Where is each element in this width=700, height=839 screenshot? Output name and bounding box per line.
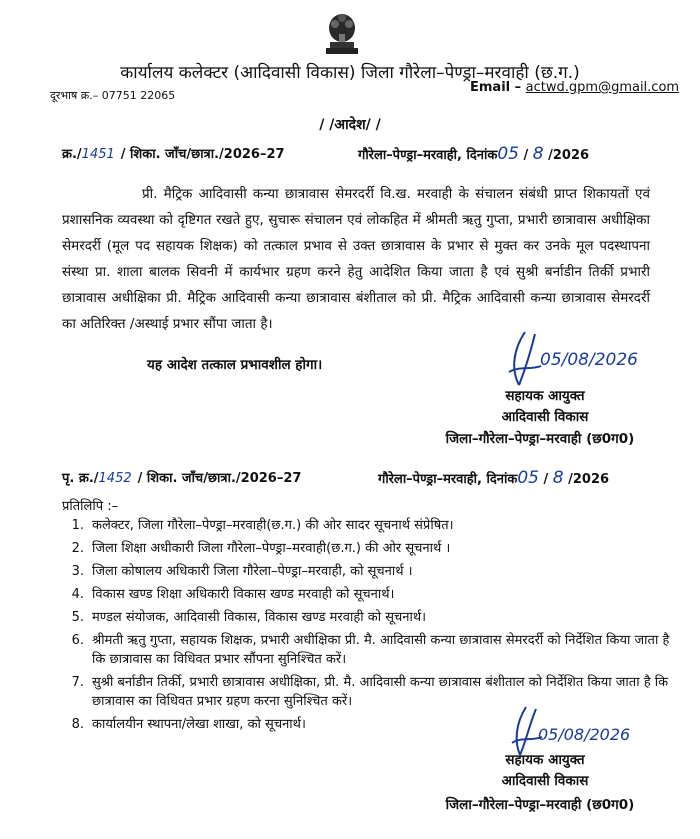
list-item: 5. मण्डल संयोजक, आदिवासी विकास, विकास खण्ड मरवाही को सूचनार्थ। <box>71 610 427 625</box>
signatory-district: जिला–गौरेला–पेण्ड्रा–मरवाही (छ0ग0) <box>445 431 635 447</box>
ref-suffix: / शिका. जाँच/छात्रा./2026–27 <box>120 147 285 162</box>
list-item: 6. श्रीमती ऋतु गुप्ता, सहायक शिक्षक, प्रभारी अधीक्षिका प्री. मै. आदिवासी कन्या छात्रावास सेमरदर्री को निर्देशित किया जाता है कि छात्रावास का विधिवत प्रभार सौंपना सुनिश्चित करें। <box>71 633 670 667</box>
date-month: 8 <box>532 144 544 164</box>
list-item: 4. विकास खण्ड शिक्षा अधिकारी विकास खण्ड मरवाही को सूचनार्थ। <box>71 587 395 602</box>
copy-ref-suffix: / शिका. जाँच/छात्रा./2026–27 <box>137 471 302 486</box>
email-address: actwd.gpm@gmail.com <box>525 80 680 95</box>
signatory-department: आदिवासी विकास <box>501 409 589 425</box>
office-phone: दूरभाष क्र.– 07751 22065 <box>50 89 176 102</box>
copy-signatory-designation: सहायक आयुक्त <box>505 752 585 768</box>
order-reference <box>62 144 285 162</box>
copy-date: गौरेला–पेण्ड्रा–मरवाही, दिनांक05 / 8 /2026 <box>378 468 610 488</box>
copy-date-month: 8 <box>552 468 564 488</box>
office-email <box>470 80 679 95</box>
order-effective-note: यह आदेश तत्काल प्रभावशील होगा। <box>147 357 323 373</box>
copy-date-place: गौरेला–पेण्ड्रा–मरवाही, दिनांक <box>378 472 518 487</box>
copy-signatory-district: जिला–गौरेला–पेण्ड्रा–मरवाही (छ0ग0) <box>445 797 635 813</box>
copy-ref-prefix: पृ. क्र./ <box>62 471 99 486</box>
date-day: 05 <box>497 144 519 164</box>
ref-prefix: क्र./ <box>62 147 82 162</box>
list-item: 1. कलेक्टर, जिला गौरेला–पेण्ड्रा–मरवाही(छ.ग.) की ओर सादर सूचनार्थ संप्रेषित। <box>71 518 454 533</box>
distribution-list <box>62 516 672 738</box>
copy-signatory-department: आदिवासी विकास <box>501 773 589 789</box>
order-date: गौरेला–पेण्ड्रा–मरवाही, दिनांक05 / 8 /2026 <box>358 144 590 164</box>
list-item: 7. सुश्री बर्नाडीन तिर्की, प्रभारी छात्रावास अधीक्षिका, प्री. मै. आदिवासी कन्या छात्रावास बंशीताल को निर्देशित किया जाता है कि छात्रावास का विधिवत प्रभार ग्रहण करना सुनिश्चित करें। <box>71 675 669 709</box>
copy-signature-date: 05/08/2026 <box>538 725 631 744</box>
copy-date-year: /2026 <box>568 472 610 487</box>
list-item: 2. जिला शिक्षा अधीकारी जिला गौरेला–पेण्ड्रा–मरवाही(छ.ग.) की ओर सूचनार्थ । <box>71 541 451 556</box>
date-year: /2026 <box>548 148 590 163</box>
order-title: / /आदेश/ / <box>319 117 381 133</box>
ref-number: 1451 <box>81 147 115 162</box>
copy-label: प्रतिलिपि :– <box>62 499 119 514</box>
list-item: 8. कार्यालयीन स्थापना/लेखा शाखा, को सूचनार्थ। <box>71 717 306 732</box>
signatory-designation: सहायक आयुक्त <box>505 388 585 404</box>
office-heading: कार्यालय कलेक्टर (आदिवासी विकास) जिला गौरेला–पेण्ड्रा–मरवाही (छ.ग.) <box>120 63 580 83</box>
state-emblem-icon <box>322 6 362 58</box>
signature-date: 05/08/2026 <box>540 350 638 370</box>
copy-date-day: 05 <box>517 468 539 488</box>
order-body: प्री. मैट्रिक आदिवासी कन्या छात्रावास सेमरदर्री वि.ख. मरवाही के संचालन संबंधी प्राप्त शिकायतों एवं प्रशासनिक व्यवस्था को दृष्टिगत रखते हुए, सुचारू संचालन एवं लोकहित में श्रीमती ऋतु गुप्ता, प्रभारी छात्रावास अधीक्षिका सेमरदर्री (मूल पद सहायक शिक्षक) को तत्काल प्रभाव से उक्त छात्रावास के प्रभार से मुक्त कर उनके मूल पदस्थापना संस्था प्रा. शाला बालक सिवनी में कार्यभार ग्रहण करने हेतु आदेशित किया जाता है एवं सुश्री बर्नाडीन तिर्की प्रभारी छात्रावास अधीक्षिका प्री. मैट्रिक आदिवासी कन्या छात्रावास बंशीताल को प्री. मैट्रिक आदिवासी कन्या छात्रावास सेमरदर्री का अतिरिक्त /अस्थाई प्रभार सौंपा जाता है। <box>62 186 650 332</box>
copy-ref-number: 1452 <box>98 471 132 486</box>
email-label: Email – <box>470 80 522 95</box>
date-place: गौरेला–पेण्ड्रा–मरवाही, दिनांक <box>358 148 498 163</box>
list-item: 3. जिला कोषालय अधिकारी जिला गौरेला–पेण्ड्रा–मरवाही, को सूचनार्थ । <box>71 564 413 579</box>
handwritten-signature <box>505 330 545 390</box>
copy-reference <box>62 468 301 486</box>
